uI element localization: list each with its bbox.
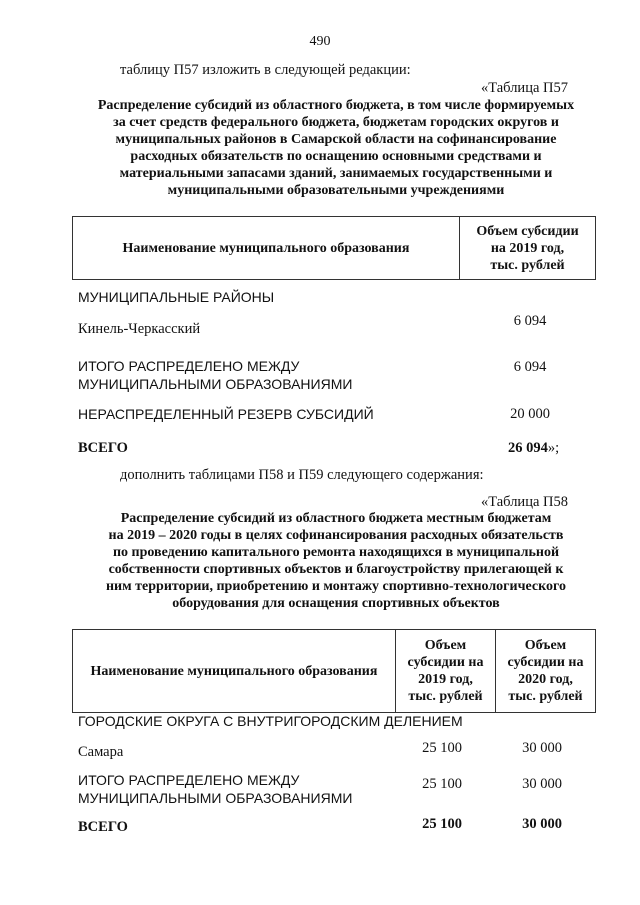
table58-grand-2020: 30 000: [522, 816, 562, 832]
table57-header: [72, 216, 596, 280]
header-line: Объем: [524, 638, 567, 653]
table57-row-name: Кинель-Черкасский: [78, 321, 201, 337]
header-line: тыс. рублей: [408, 689, 483, 704]
table58-title-line: Распределение субсидий из областного бюджета местным бюджетам: [120, 511, 552, 526]
table58-total-label: [78, 771, 352, 807]
supplement-text: дополнить таблицами П58 и П59 следующего содержания:: [120, 467, 484, 483]
header-line: тыс. рублей: [508, 689, 583, 704]
header-line: субсидии на: [407, 655, 484, 670]
table58-row-name: Самара: [78, 744, 124, 760]
header-line: 2020 год,: [518, 672, 573, 687]
table57-grand-label: ВСЕГО: [78, 440, 128, 456]
intro-text: таблицу П57 изложить в следующей редакции:: [120, 62, 411, 78]
table58-grand-label: ВСЕГО: [78, 819, 128, 835]
total-label-line: МУНИЦИПАЛЬНЫМИ ОБРАЗОВАНИЯМИ: [78, 790, 353, 806]
table57-reserve-label: НЕРАСПРЕДЕЛЕННЫЙ РЕЗЕРВ СУБСИДИЙ: [78, 406, 374, 422]
table57-title-line: Распределение субсидий из областного бюджета, в том числе формируемых: [97, 98, 575, 113]
table58-ref: «Таблица П58: [481, 494, 568, 510]
table58-section: ГОРОДСКИЕ ОКРУГА С ВНУТРИГОРОДСКИМ ДЕЛЕНИЕМ: [78, 713, 463, 729]
page-number: 490: [309, 34, 331, 49]
table58-grand-2019: 25 100: [422, 816, 462, 832]
table57-title-line: муниципальных районов в Самарской области на софинансирование: [115, 132, 557, 147]
header-line: субсидии на: [507, 655, 584, 670]
table58-title-line: по проведению капитального ремонта находящихся в муниципальной: [112, 545, 560, 560]
header-line: тыс. рублей: [490, 257, 565, 273]
table58-title-line: на 2019 – 2020 годы в целях софинансирования расходных обязательств: [108, 528, 564, 543]
table58-header: [72, 629, 596, 713]
table58-title-line: оборудования для оснащения спортивных объектов: [172, 596, 500, 611]
header-line: Объем субсидии: [476, 223, 579, 239]
table57-reserve-value: 20 000: [510, 406, 550, 422]
table57-total-value: 6 094: [513, 359, 547, 375]
table58-col-2019: [396, 630, 496, 713]
table57-total-label: [78, 357, 352, 393]
table58-col-2020: [496, 630, 596, 713]
header-line: 2019 год,: [418, 672, 473, 687]
table57-title-line: расходных обязательств по оснащению основными средствами и: [130, 149, 542, 164]
table57-title-line: за счет средств федерального бюджета, бюджетам городских округов и: [113, 115, 559, 130]
table57-ref: «Таблица П57: [481, 80, 568, 96]
total-label-line: МУНИЦИПАЛЬНЫМИ ОБРАЗОВАНИЯМИ: [78, 376, 353, 392]
table58-row-2020: 30 000: [522, 740, 562, 756]
table57-grand-suffix: »;: [547, 440, 560, 456]
header-line: на 2019 год,: [490, 240, 565, 256]
table57-title: [80, 97, 592, 199]
table58-total-2019: 25 100: [422, 776, 462, 792]
table58-total-2020: 30 000: [522, 776, 562, 792]
header-line: Объем: [424, 638, 467, 653]
table57-row-value: 6 094: [513, 313, 547, 329]
table57-section: МУНИЦИПАЛЬНЫЕ РАЙОНЫ: [78, 289, 275, 305]
table57-grand-total: [508, 440, 559, 457]
total-label-line: ИТОГО РАСПРЕДЕЛЕНО МЕЖДУ: [78, 772, 300, 788]
table57-title-line: материальными запасами зданий, занимаемых государственными и: [119, 166, 553, 181]
table57-title-line: муниципальными образовательными учреждениями: [167, 183, 505, 198]
table58-row-2019: 25 100: [422, 740, 462, 756]
table58-title: [80, 510, 592, 612]
table57-col-name: Наименование муниципального образования: [73, 217, 460, 280]
table57-grand-value: 26 094: [508, 440, 548, 456]
table58-col-name: Наименование муниципального образования: [73, 630, 396, 713]
table58-title-line: собственности спортивных объектов и благоустройству прилегающей к: [108, 562, 564, 577]
total-label-line: ИТОГО РАСПРЕДЕЛЕНО МЕЖДУ: [78, 358, 300, 374]
table57-col-2019: [460, 217, 596, 280]
table58-title-line: ним территории, приобретению и монтажу спортивно-технологического: [105, 579, 566, 594]
